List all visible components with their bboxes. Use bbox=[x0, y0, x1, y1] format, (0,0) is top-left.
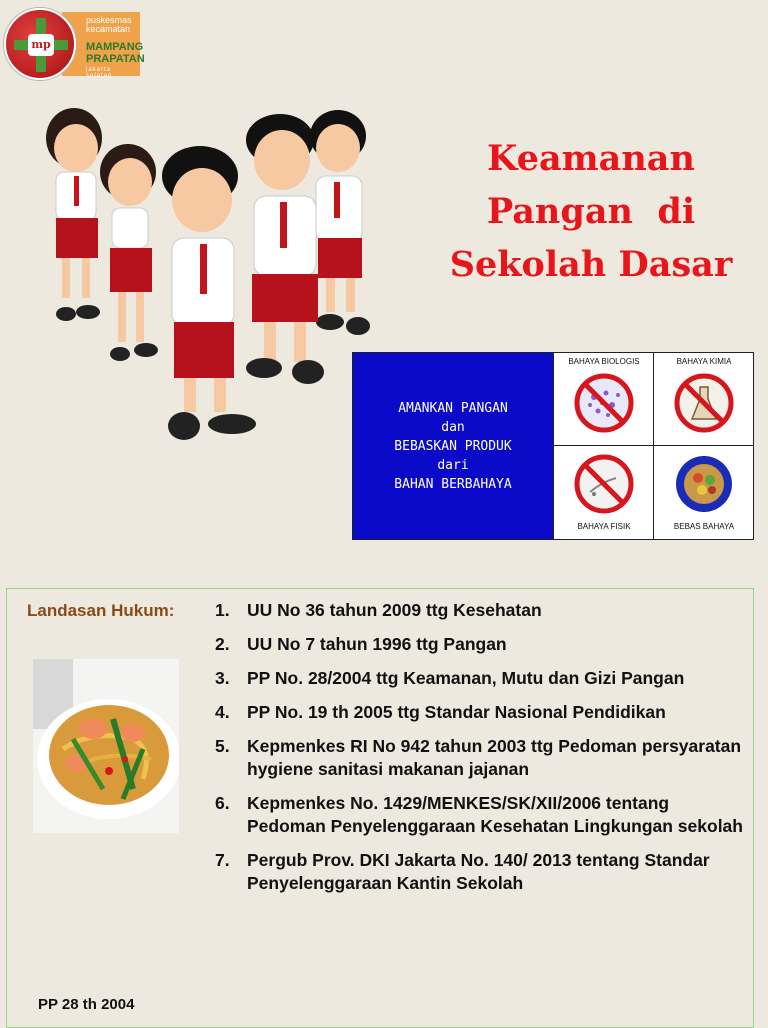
safe-food-icon bbox=[672, 452, 736, 516]
law-number: 2. bbox=[215, 634, 230, 654]
law-text: UU No 36 tahun 2009 ttg Kesehatan bbox=[247, 600, 542, 620]
hazard-biological-label: BAHAYA BIOLOGIS bbox=[568, 357, 640, 366]
hazard-grid bbox=[553, 353, 753, 539]
law-item bbox=[215, 849, 745, 895]
hazard-physical bbox=[553, 446, 653, 539]
logo-mark: mp bbox=[28, 34, 54, 56]
hazard-chemical-label: BAHAYA KIMIA bbox=[676, 357, 732, 366]
law-number: 4. bbox=[215, 702, 230, 722]
law-text: Kepmenkes RI No 942 tahun 2003 ttg Pedoman persyaratan hygiene sanitasi makanan jajanan bbox=[247, 736, 742, 779]
child-girl-small bbox=[100, 144, 158, 361]
law-list bbox=[215, 599, 745, 906]
hazard-physical-label: BAHAYA FISIK bbox=[577, 522, 631, 531]
law-text: Pergub Prov. DKI Jakarta No. 140/ 2013 tentang Standar Penyelenggaraan Kantin Sekolah bbox=[247, 850, 710, 893]
law-item bbox=[215, 633, 745, 656]
logo-line-5: jakarta selatan bbox=[86, 67, 113, 79]
law-text: Kepmenkes No. 1429/MENKES/SK/XII/2006 tentang Pedoman Penyelenggaraan Kesehatan Lingkungan sekolah bbox=[247, 793, 743, 836]
legal-basis-heading: Landasan Hukum: bbox=[27, 601, 175, 620]
puskesmas-logo bbox=[4, 8, 145, 82]
law-item bbox=[215, 701, 745, 724]
law-text: PP No. 28/2004 ttg Keamanan, Mutu dan Gizi Pangan bbox=[247, 668, 685, 688]
law-text: UU No 7 tahun 1996 ttg Pangan bbox=[247, 634, 507, 654]
law-number: 7. bbox=[215, 850, 230, 870]
title-line-1: Keamanan bbox=[487, 138, 695, 179]
physical-prohibited-icon bbox=[572, 452, 636, 516]
law-item bbox=[215, 599, 745, 622]
child-boy-front bbox=[162, 146, 256, 440]
law-number: 5. bbox=[215, 736, 230, 756]
logo-line-1: puskesmas bbox=[86, 15, 132, 25]
noodle-dish-photo bbox=[33, 659, 179, 833]
child-boy-right bbox=[310, 110, 370, 335]
law-number: 3. bbox=[215, 668, 230, 688]
banner-slogan bbox=[353, 353, 553, 539]
logo-line-4: PRAPATAN bbox=[86, 53, 145, 65]
law-item bbox=[215, 667, 745, 690]
schoolchildren-illustration bbox=[24, 100, 384, 460]
legal-basis-panel bbox=[6, 588, 754, 1028]
hazard-free bbox=[653, 446, 753, 539]
hazard-free-label: BEBAS BAHAYA bbox=[673, 522, 735, 531]
chemical-prohibited-icon bbox=[672, 371, 736, 435]
slogan-line-4: dari bbox=[437, 457, 469, 473]
law-text: PP No. 19 th 2005 ttg Standar Nasional Pendidikan bbox=[247, 702, 666, 722]
food-safety-banner bbox=[352, 352, 754, 540]
child-boy-middle-right bbox=[246, 114, 324, 384]
slogan-line-1: AMANKAN PANGAN bbox=[398, 400, 508, 416]
slogan-line-3: BEBASKAN PRODUK bbox=[394, 438, 512, 454]
footer-note: PP 28 th 2004 bbox=[38, 996, 135, 1013]
hazard-chemical bbox=[653, 353, 753, 446]
title-line-3: Sekolah Dasar bbox=[449, 244, 733, 285]
title-line-2: Pangan di bbox=[486, 191, 696, 232]
logo-emblem bbox=[4, 8, 76, 80]
hazard-biological bbox=[553, 353, 653, 446]
biohazard-prohibited-icon bbox=[572, 371, 636, 435]
slogan-line-2: dan bbox=[441, 419, 465, 435]
child-girl-left bbox=[46, 108, 102, 321]
law-number: 1. bbox=[215, 600, 230, 620]
slogan-line-5: BAHAN BERBAHAYA bbox=[394, 476, 512, 492]
logo-line-3: MAMPANG bbox=[86, 41, 144, 53]
logo-line-2: kecamatan bbox=[86, 24, 131, 34]
page-title bbox=[414, 132, 768, 291]
law-number: 6. bbox=[215, 793, 230, 813]
law-item bbox=[215, 735, 745, 781]
law-item bbox=[215, 792, 745, 838]
